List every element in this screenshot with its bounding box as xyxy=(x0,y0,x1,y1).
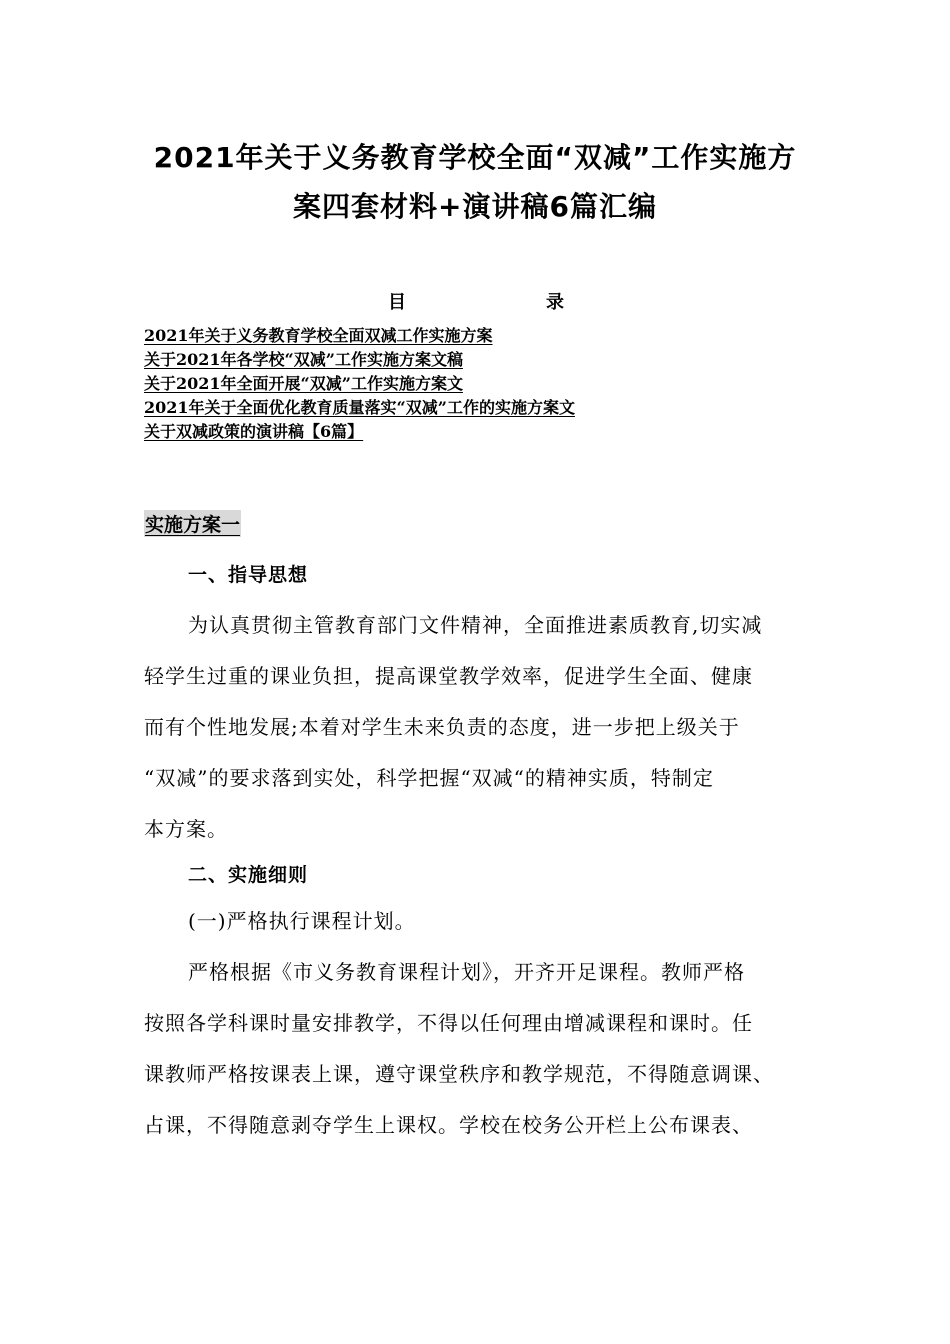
paragraph-guiding-ideology xyxy=(144,600,824,855)
heading-guiding-ideology: 一、指导思想 xyxy=(188,564,309,586)
paragraph-line: 为认真贯彻主管教育部门文件精神，全面推进素质教育,切实减 xyxy=(188,613,763,637)
paragraph-line: 轻学生过重的课业负担，提高课堂教学效率，促进学生全面、健康 xyxy=(144,664,753,688)
toc-link-2[interactable]: 关于2021年各学校“双减”工作实施方案文稿 xyxy=(144,350,463,369)
toc-heading-char-2: 录 xyxy=(546,292,564,313)
toc-link-4[interactable]: 2021年关于全面优化教育质量落实“双减”工作的实施方案文 xyxy=(144,398,575,417)
paragraph-line: 本方案。 xyxy=(144,817,228,841)
subheading-line: (一)严格执行课程计划。 xyxy=(188,909,416,933)
paragraph-line: 按照各学科课时量安排教学，不得以任何理由增减课程和课时。任 xyxy=(144,1011,753,1035)
document-title-line-1: 2021年关于义务教育学校全面“双减”工作实施方 xyxy=(153,141,797,174)
subheading-course-plan xyxy=(144,896,824,947)
paragraph-line: 严格根据《市义务教育课程计划》，开齐开足课程。教师严格 xyxy=(188,960,745,984)
table-of-contents xyxy=(144,324,844,444)
toc-link-1[interactable]: 2021年关于义务教育学校全面双减工作实施方案 xyxy=(144,326,493,345)
paragraph-line: 占课，不得随意剥夺学生上课权。学校在校务公开栏上公布课表、 xyxy=(144,1113,753,1137)
document-title-line-2: 案四套材料+演讲稿6篇汇编 xyxy=(293,190,657,223)
toc-heading-char-1: 目 xyxy=(388,292,406,313)
toc-link-3[interactable]: 关于2021年全面开展“双减”工作实施方案文 xyxy=(144,374,463,393)
paragraph-line: 而有个性地发展;本着对学生未来负责的态度，进一步把上级关于 xyxy=(144,715,740,739)
toc-link-5[interactable]: 关于双减政策的演讲稿【6篇】 xyxy=(144,422,364,441)
section-tag: 实施方案一 xyxy=(144,510,241,537)
paragraph-course-plan xyxy=(144,947,824,1151)
heading-implementation-rules: 二、实施细则 xyxy=(188,864,309,886)
paragraph-line: “双减”的要求落到实处，科学把握“双减“的精神实质，特制定 xyxy=(144,766,714,790)
paragraph-line: 课教师严格按课表上课，遵守课堂秩序和教学规范，不得随意调课、 xyxy=(144,1062,774,1086)
